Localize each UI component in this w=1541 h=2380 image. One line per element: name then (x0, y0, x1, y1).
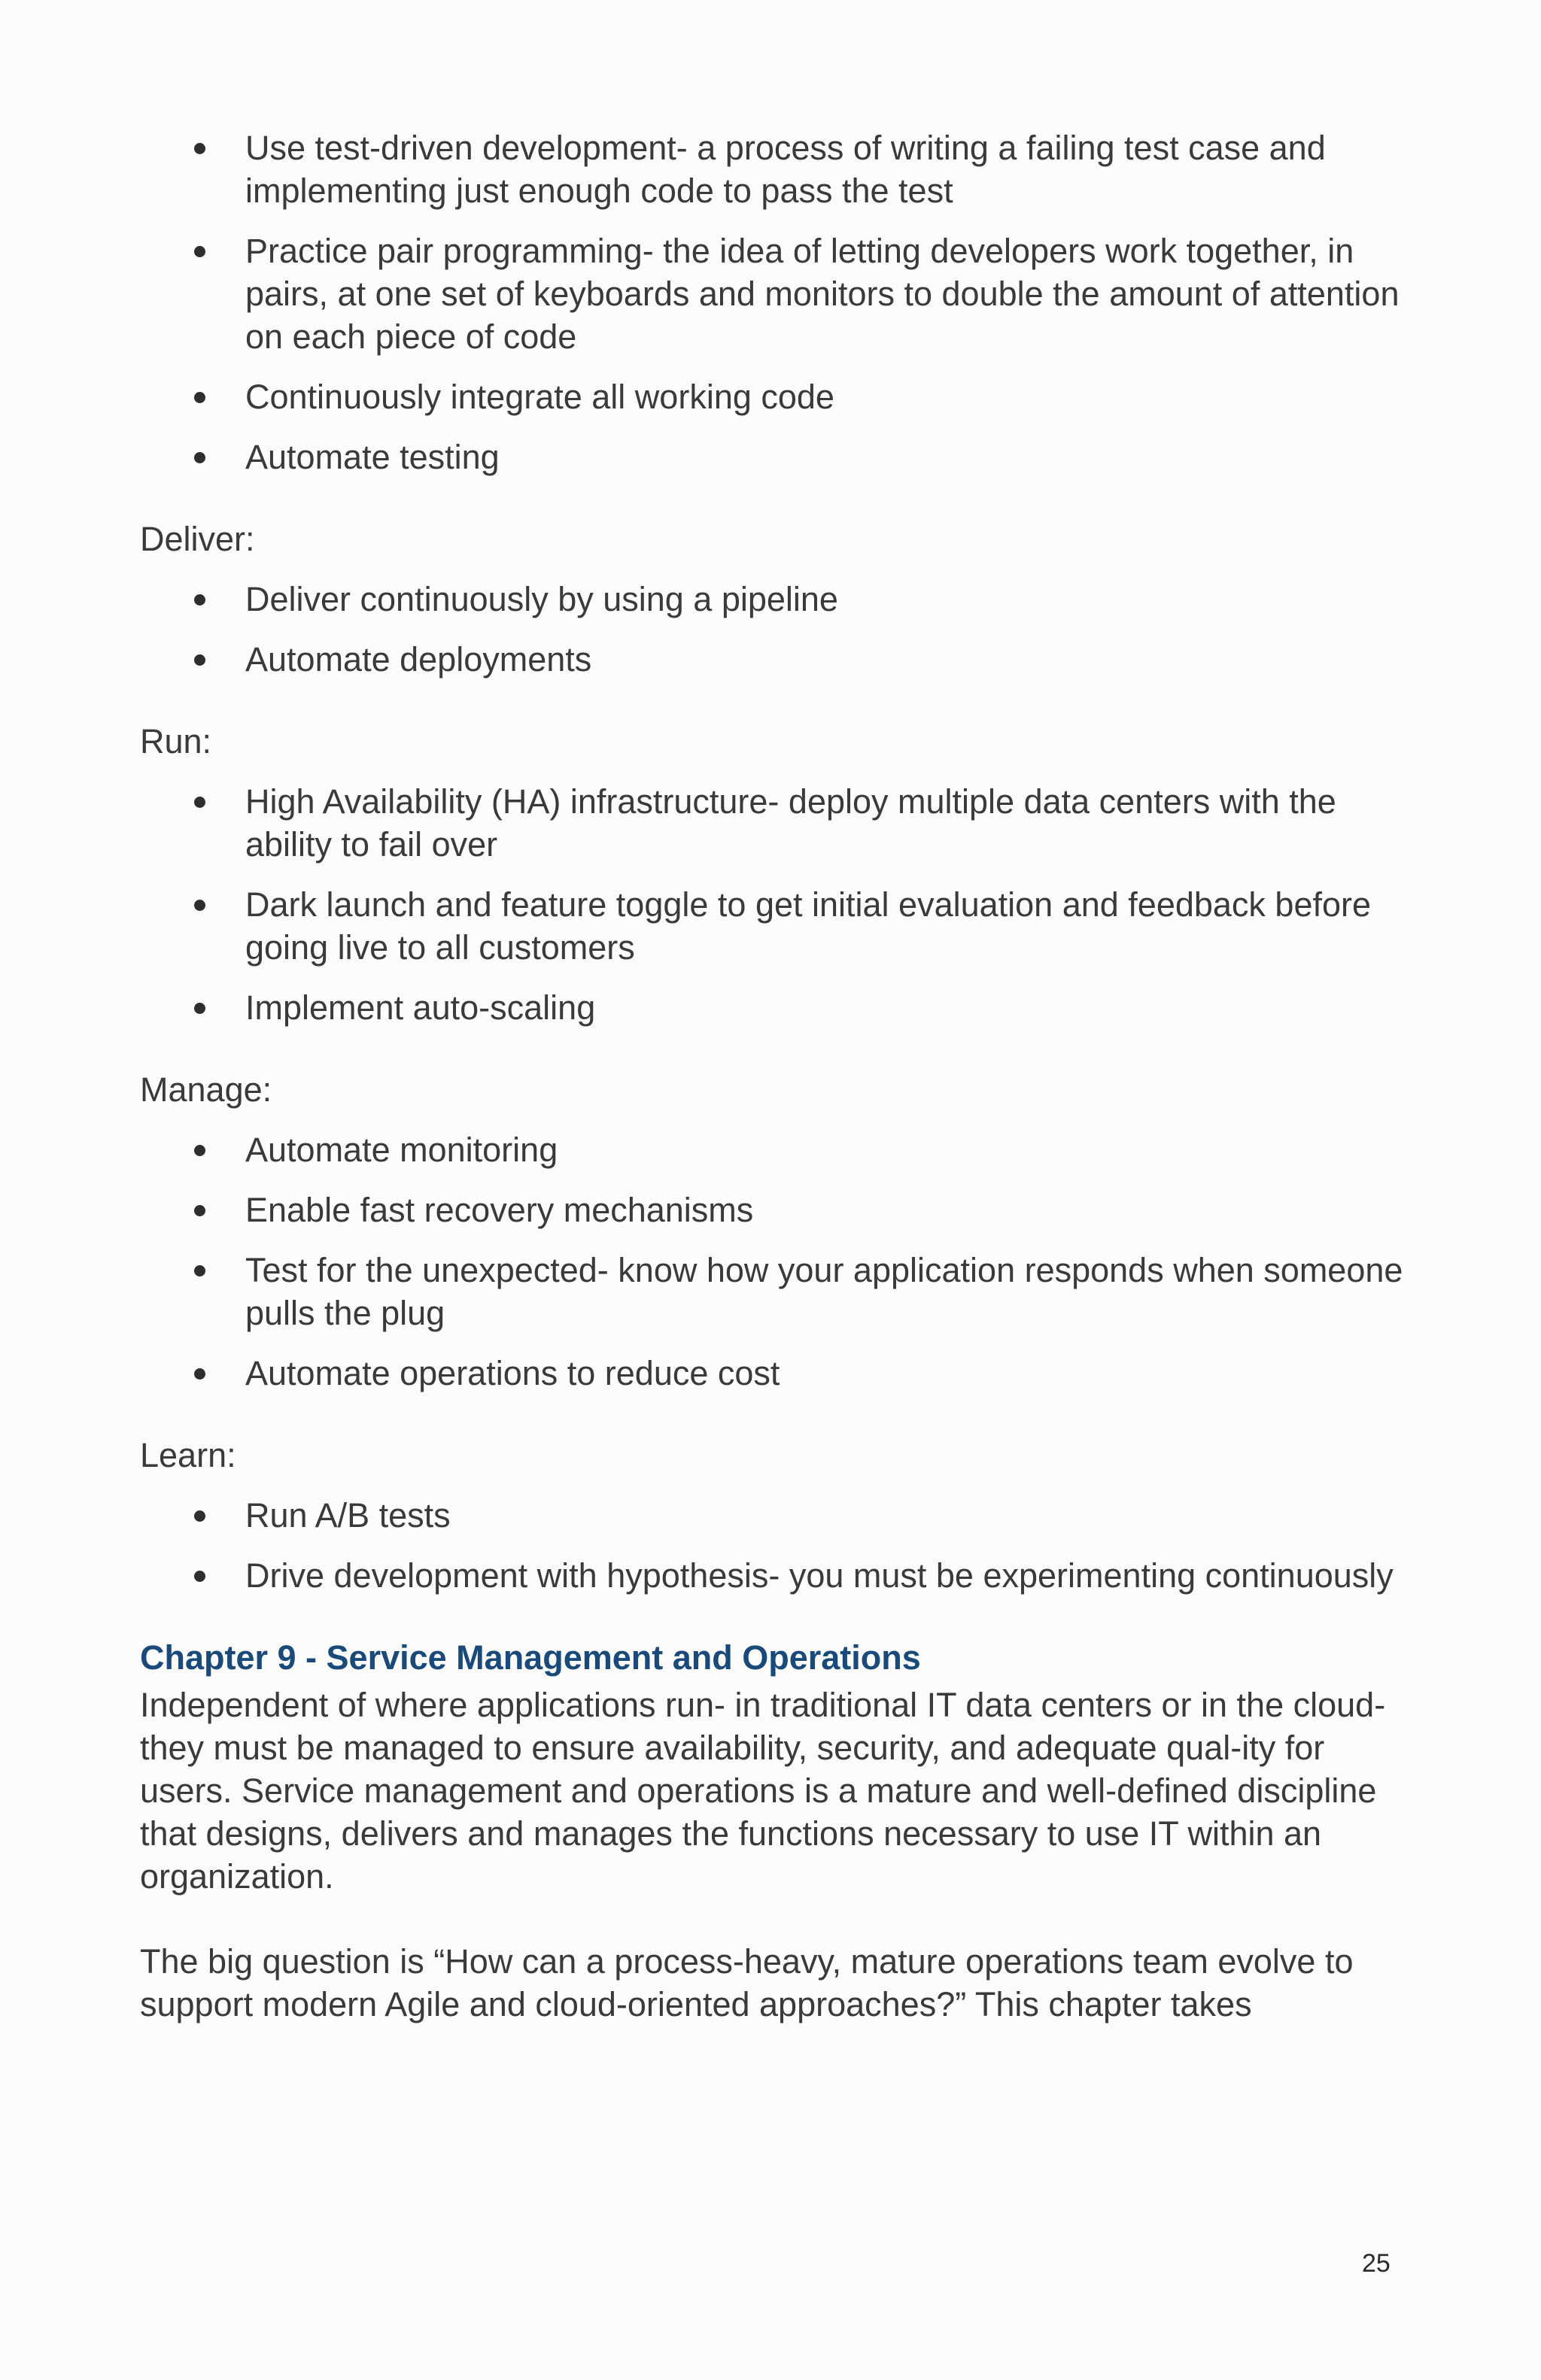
list-item (140, 1352, 1404, 1395)
list-item-text: Use test-driven development- a process of writing a failing test case and implementing just enough code to pass the test (245, 129, 1326, 210)
list-item (140, 1249, 1404, 1334)
bullet-icon (194, 1145, 205, 1156)
list-item (140, 436, 1404, 478)
list-item (140, 780, 1404, 866)
bullet-icon (194, 900, 205, 911)
list-item (140, 1554, 1404, 1597)
manage-list (140, 1128, 1404, 1395)
run-label: Run: (140, 722, 212, 760)
practices-list (140, 126, 1404, 478)
list-item (140, 375, 1404, 418)
learn-section (140, 1434, 1404, 1597)
bullet-icon (194, 1265, 205, 1277)
list-item-text: Run A/B tests (245, 1496, 451, 1535)
chapter-heading: Chapter 9 - Service Management and Operations (140, 1638, 921, 1677)
bullet-icon (194, 654, 205, 666)
deliver-section (140, 518, 1404, 681)
bullet-icon (194, 1205, 205, 1216)
deliver-list (140, 578, 1404, 681)
list-item-text: Automate deployments (245, 640, 592, 678)
bullet-icon (194, 594, 205, 606)
list-item-text: Continuously integrate all working code (245, 378, 834, 416)
list-item-text: High Availability (HA) infrastructure- deploy multiple data centers with the ability to fail over (245, 782, 1336, 864)
bullet-icon (194, 246, 205, 257)
list-item (140, 986, 1404, 1029)
learn-label: Learn: (140, 1436, 236, 1474)
list-item-text: Automate operations to reduce cost (245, 1354, 780, 1392)
bullet-icon (194, 1003, 205, 1014)
list-item-text: Automate monitoring (245, 1131, 558, 1169)
page-content (140, 126, 1404, 2068)
manage-label: Manage: (140, 1070, 272, 1109)
list-item-text: Practice pair programming- the idea of letting developers work together, in pairs, at one set of keyboards and monitors to double the amount of attention on each piece of code (245, 232, 1400, 356)
chapter-paragraph-2: The big question is “How can a process-heavy, mature operations team evolve to support modern Agile and cloud-oriented approaches?” This chapter takes (140, 1942, 1354, 2023)
list-item (140, 638, 1404, 681)
bullet-icon (194, 797, 205, 808)
list-item (140, 1128, 1404, 1171)
list-item (140, 126, 1404, 212)
list-item-text: Enable fast recovery mechanisms (245, 1191, 754, 1229)
bullet-icon (194, 1571, 205, 1582)
list-item (140, 1188, 1404, 1231)
list-item-text: Automate testing (245, 438, 500, 476)
bullet-icon (194, 452, 205, 463)
bullet-icon (194, 143, 205, 154)
list-item-text: Drive development with hypothesis- you must be experimenting continuously (245, 1556, 1394, 1595)
manage-section (140, 1068, 1404, 1395)
run-section (140, 720, 1404, 1029)
bullet-icon (194, 1510, 205, 1522)
list-item-text: Dark launch and feature toggle to get initial evaluation and feedback before going live to all customers (245, 885, 1372, 967)
list-item-text: Test for the unexpected- know how your application responds when someone pulls the plug (245, 1251, 1403, 1332)
run-list (140, 780, 1404, 1029)
bullet-icon (194, 392, 205, 403)
list-item (140, 883, 1404, 969)
list-item-text: Implement auto-scaling (245, 988, 596, 1027)
practices-section (140, 126, 1404, 478)
page-number: 25 (1362, 2249, 1391, 2278)
chapter-paragraph-1: Independent of where applications run- in traditional IT data centers or in the cloud- they must be managed to ensure availability, security, and adequate qual-ity for users. Service management and operations is a mature and well-defined discipline that designs, delivers and manages the functions necessary to use IT within an organization. (140, 1686, 1386, 1896)
bullet-icon (194, 1368, 205, 1380)
list-item-text: Deliver continuously by using a pipeline (245, 580, 838, 618)
list-item (140, 578, 1404, 621)
list-item (140, 1494, 1404, 1537)
list-item (140, 229, 1404, 358)
deliver-label: Deliver: (140, 520, 255, 558)
learn-list (140, 1494, 1404, 1597)
